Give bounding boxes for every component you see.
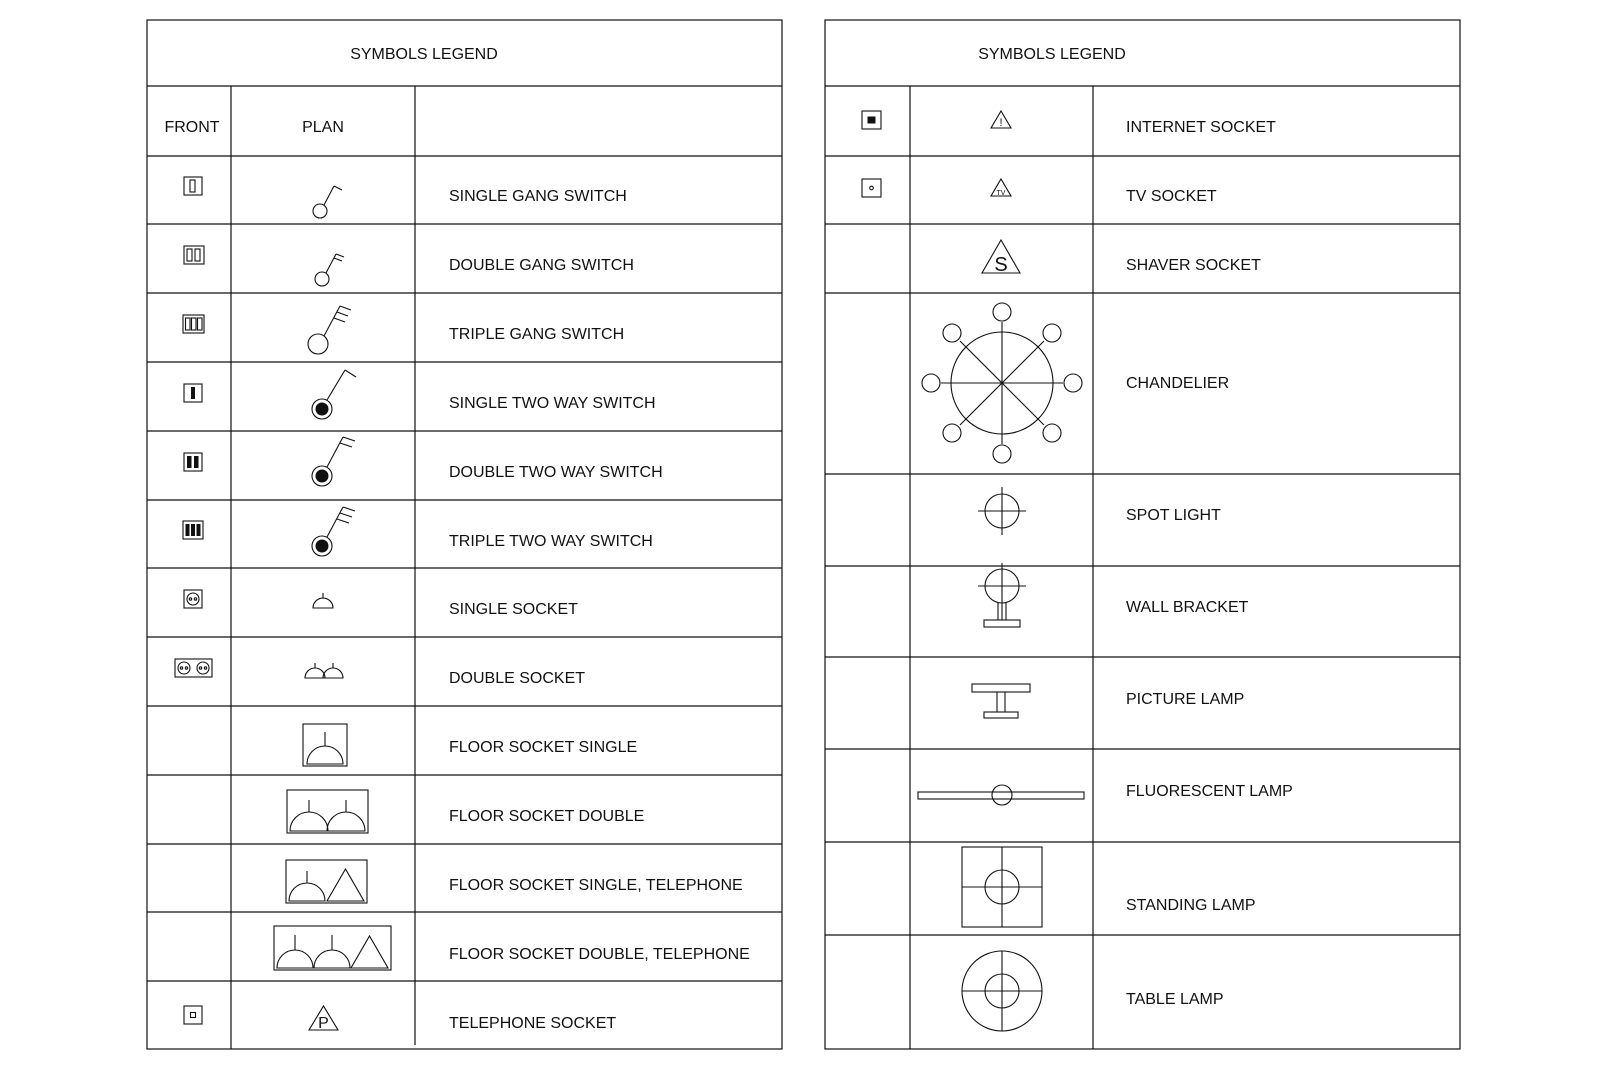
single-gang-switch-front-icon xyxy=(184,177,202,195)
label-double-gang-switch: DOUBLE GANG SWITCH xyxy=(449,257,634,274)
floor-socket-double-plan-icon xyxy=(287,790,368,833)
triple-two-way-switch-plan-icon xyxy=(312,507,355,556)
internet-socket-front-icon xyxy=(862,111,881,129)
label-internet-socket: INTERNET SOCKET xyxy=(1126,119,1276,136)
label-triple-gang-switch: TRIPLE GANG SWITCH xyxy=(449,326,625,343)
label-spot-light: SPOT LIGHT xyxy=(1126,507,1221,524)
right-legend-table xyxy=(825,20,1460,1049)
standing-lamp-plan-icon xyxy=(962,847,1042,927)
left-table-title: SYMBOLS LEGEND xyxy=(350,46,498,63)
label-fluorescent-lamp: FLUORESCENT LAMP xyxy=(1126,783,1293,800)
single-socket-front-icon xyxy=(184,590,202,608)
double-socket-front-icon xyxy=(175,659,212,677)
label-chandelier: CHANDELIER xyxy=(1126,375,1230,392)
shaver-letter: S xyxy=(994,254,1008,276)
single-two-way-switch-front-icon xyxy=(184,384,202,402)
label-telephone-socket: TELEPHONE SOCKET xyxy=(449,1015,617,1032)
internet-socket-plan-icon xyxy=(991,111,1011,129)
tv-socket-plan-icon xyxy=(991,179,1011,197)
triple-two-way-switch-front-icon xyxy=(183,521,203,539)
right-table-border xyxy=(825,20,1460,1049)
label-double-socket: DOUBLE SOCKET xyxy=(449,670,586,687)
label-single-gang-switch: SINGLE GANG SWITCH xyxy=(449,188,627,205)
triple-gang-switch-plan-icon xyxy=(308,306,351,354)
label-single-socket: SINGLE SOCKET xyxy=(449,601,578,618)
single-two-way-switch-plan-icon xyxy=(312,370,356,419)
telephone-letter: P xyxy=(318,1015,329,1032)
shaver-socket-plan-icon xyxy=(982,240,1020,276)
floor-socket-single-telephone-plan-icon xyxy=(286,860,367,903)
spot-light-plan-icon xyxy=(978,487,1026,535)
single-socket-plan-icon xyxy=(313,593,333,608)
wall-bracket-plan-icon xyxy=(978,563,1026,627)
double-socket-plan-icon xyxy=(305,663,343,678)
table-lamp-plan-icon xyxy=(962,951,1042,1031)
label-wall-bracket: WALL BRACKET xyxy=(1126,599,1249,616)
label-floor-socket-single: FLOOR SOCKET SINGLE xyxy=(449,739,638,756)
right-table-title: SYMBOLS LEGEND xyxy=(978,46,1126,63)
label-shaver-socket: SHAVER SOCKET xyxy=(1126,257,1261,274)
tv-letters: TV xyxy=(996,190,1006,197)
chandelier-plan-icon xyxy=(922,303,1082,463)
tv-socket-front-icon xyxy=(862,179,881,197)
label-standing-lamp: STANDING LAMP xyxy=(1126,897,1256,914)
single-gang-switch-plan-icon xyxy=(313,186,342,218)
label-single-two-way-switch: SINGLE TWO WAY SWITCH xyxy=(449,395,656,412)
double-two-way-switch-plan-icon xyxy=(312,437,355,486)
triple-gang-switch-front-icon xyxy=(183,315,204,333)
internet-mark: ! xyxy=(999,117,1003,129)
floor-socket-double-telephone-plan-icon xyxy=(274,926,391,970)
column-header-plan: PLAN xyxy=(302,119,344,136)
column-header-front: FRONT xyxy=(164,119,220,136)
picture-lamp-plan-icon xyxy=(972,684,1030,718)
double-gang-switch-plan-icon xyxy=(315,254,344,286)
fluorescent-lamp-plan-icon xyxy=(918,785,1084,805)
label-floor-socket-double: FLOOR SOCKET DOUBLE xyxy=(449,808,645,825)
double-gang-switch-front-icon xyxy=(184,246,204,264)
label-tv-socket: TV SOCKET xyxy=(1126,188,1217,205)
label-picture-lamp: PICTURE LAMP xyxy=(1126,691,1245,708)
double-two-way-switch-front-icon xyxy=(184,453,202,471)
label-table-lamp: TABLE LAMP xyxy=(1126,991,1224,1008)
label-floor-socket-single-telephone: FLOOR SOCKET SINGLE, TELEPHONE xyxy=(449,877,743,894)
label-floor-socket-double-telephone: FLOOR SOCKET DOUBLE, TELEPHONE xyxy=(449,946,750,963)
floor-socket-single-plan-icon xyxy=(303,724,347,766)
label-double-two-way-switch: DOUBLE TWO WAY SWITCH xyxy=(449,464,663,481)
telephone-socket-plan-icon xyxy=(309,1006,338,1032)
telephone-socket-front-icon xyxy=(184,1006,202,1024)
label-triple-two-way-switch: TRIPLE TWO WAY SWITCH xyxy=(449,533,653,550)
